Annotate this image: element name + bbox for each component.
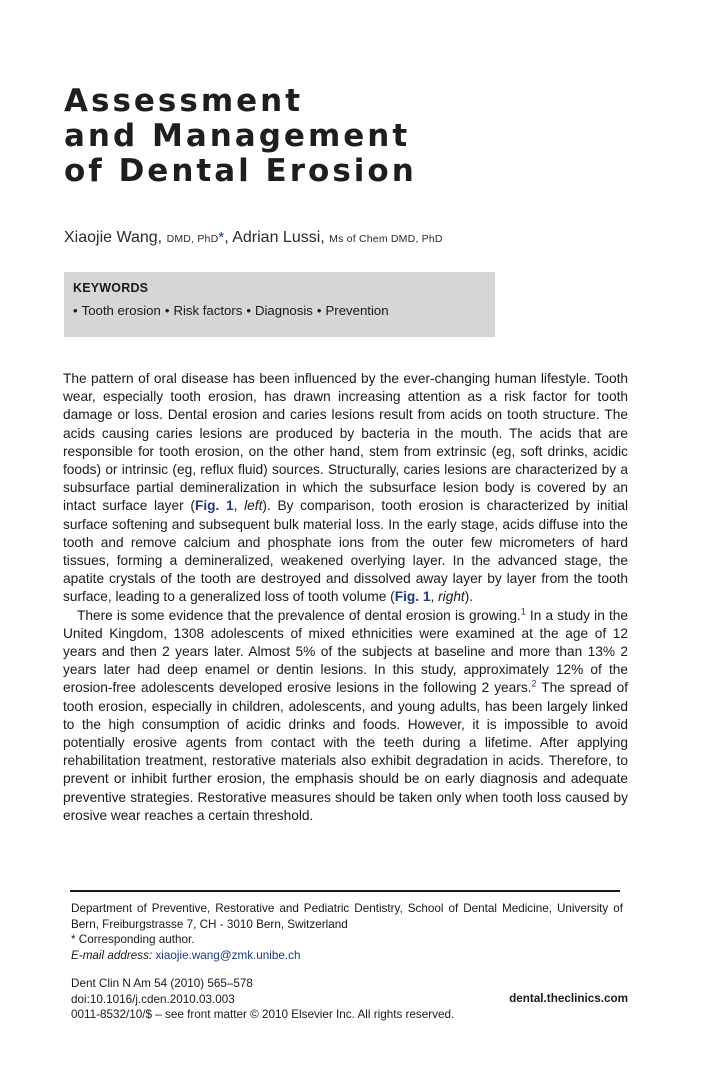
bullet-icon: • xyxy=(164,303,170,318)
article-body xyxy=(63,370,628,825)
email-link[interactable]: xiaojie.wang@zmk.unibe.ch xyxy=(155,948,301,962)
author-separator: , xyxy=(224,229,229,246)
bullet-icon: • xyxy=(316,303,322,318)
footnote-divider xyxy=(70,890,620,892)
keywords-box xyxy=(64,272,495,337)
reference-1-link[interactable]: 1 xyxy=(520,606,526,617)
author-2-name: Adrian Lussi, xyxy=(232,229,325,246)
keyword-item: Diagnosis xyxy=(254,303,313,318)
journal-info xyxy=(71,976,454,1023)
keywords-heading: KEYWORDS xyxy=(73,281,149,295)
author-1-name: Xiaojie Wang, xyxy=(64,229,163,246)
title-line-2: and Management xyxy=(64,118,411,154)
title-line-1: Assessment xyxy=(64,83,304,119)
journal-website-link[interactable]: dental.theclinics.com xyxy=(509,992,628,1005)
bullet-icon: • xyxy=(246,303,251,318)
author-1-degree: DMD, PhD xyxy=(166,233,219,245)
figure-panel-left: left xyxy=(244,498,263,514)
title-line-3: of Dental Erosion xyxy=(64,153,417,189)
author-line xyxy=(64,229,443,247)
reference-2-link[interactable]: 2 xyxy=(531,678,537,689)
email-line xyxy=(71,948,623,964)
email-label: E-mail address: xyxy=(71,948,153,962)
doi: doi:10.1016/j.cden.2010.03.003 xyxy=(71,992,235,1006)
issn-copyright: 0011-8532/10/$ – see front matter © 2010 Elsevier Inc. All rights reserved. xyxy=(71,1008,455,1021)
body-paragraph-1: The pattern of oral disease has been influenced by the ever-changing human lifestyle. Tooth wear, especially tooth erosion, has drawn increasing attention as a risk factor for tooth damage or loss. Dental erosion and caries lesions result from acids on tooth structure. The acids causing caries lesions are produced by bacteria in the mouth. The acids that are responsible for tooth erosion, on the other hand, stem from extrinsic (eg, soft drinks, acidic foods) or intrinsic (eg, reflux fluid) sources. Structurally, caries lesions are characterized by a subsurface partial demineralization in which the subsurface lesion body is covered by an intact surface layer (Fig. 1, left). By comparison, tooth erosion is characterized by initial surface softening and subsequent bulk material loss. In the early stage, acids diffuse into the tooth and remove calcium and phosphate ions from the outer few micrometers of hard tissues, forming a demineralized, weakened overlying layer. In the advanced stage, the apatite crystals of the tooth are destroyed and dissolved away layer by layer from the tooth surface, leading to a generalized loss of tooth volume (Fig. 1, right). xyxy=(63,371,629,605)
journal-citation: Dent Clin N Am 54 (2010) 565–578 xyxy=(71,977,253,990)
keyword-item: Prevention xyxy=(325,303,389,318)
author-2-degree: Ms of Chem DMD, PhD xyxy=(329,233,443,245)
body-paragraph-2: There is some evidence that the prevalence of dental erosion is growing.$^1$ In a study in the United Kingdom, 1308 adolescents of mixed ethnicities were examined at the age of 12 years and then 2 years later. Almost 5% of the subjects at baseline and more than 13% 2 years later had deep enamel or dentin lesions. In this study, approximately 12% of the erosion-free adolescents developed erosive lesions in the following 2 years.$^2$ The spread of tooth erosion, especially in children, adolescents, and young adults, has been largely linked to the high consumption of acidic drinks and foods. However, it is impossible to avoid potentially erosive agents from contact with the teeth during a lifetime. After applying rehabilitation treatment, restorative materials also exhibit degradation in acids. Therefore, to prevent or inhibit further erosion, the emphasis should be on early diagnosis and adequate preventive strategies. Restorative measures should be taken only when tooth loss caused by erosive wear reaches a certain threshold. xyxy=(63,606,629,823)
figure-1-link[interactable]: Fig. 1 xyxy=(194,498,234,514)
keyword-item: Tooth erosion xyxy=(81,303,161,318)
corresponding-author-note: * Corresponding author. xyxy=(71,933,195,946)
keyword-item: Risk factors xyxy=(173,303,243,318)
keywords-list xyxy=(73,303,486,318)
affiliation: Department of Preventive, Restorative and Pediatric Dentistry, School of Dental Medicine, University of Bern, Freiburgstrasse 7, CH - 3010 Bern, Switzerland xyxy=(71,902,623,931)
bullet-icon: • xyxy=(73,303,78,318)
corresponding-author-mark[interactable]: * xyxy=(218,229,225,246)
figure-panel-right: right xyxy=(438,589,465,605)
figure-1-link[interactable]: Fig. 1 xyxy=(394,589,431,605)
article-title xyxy=(64,84,664,189)
footnote xyxy=(71,901,623,963)
